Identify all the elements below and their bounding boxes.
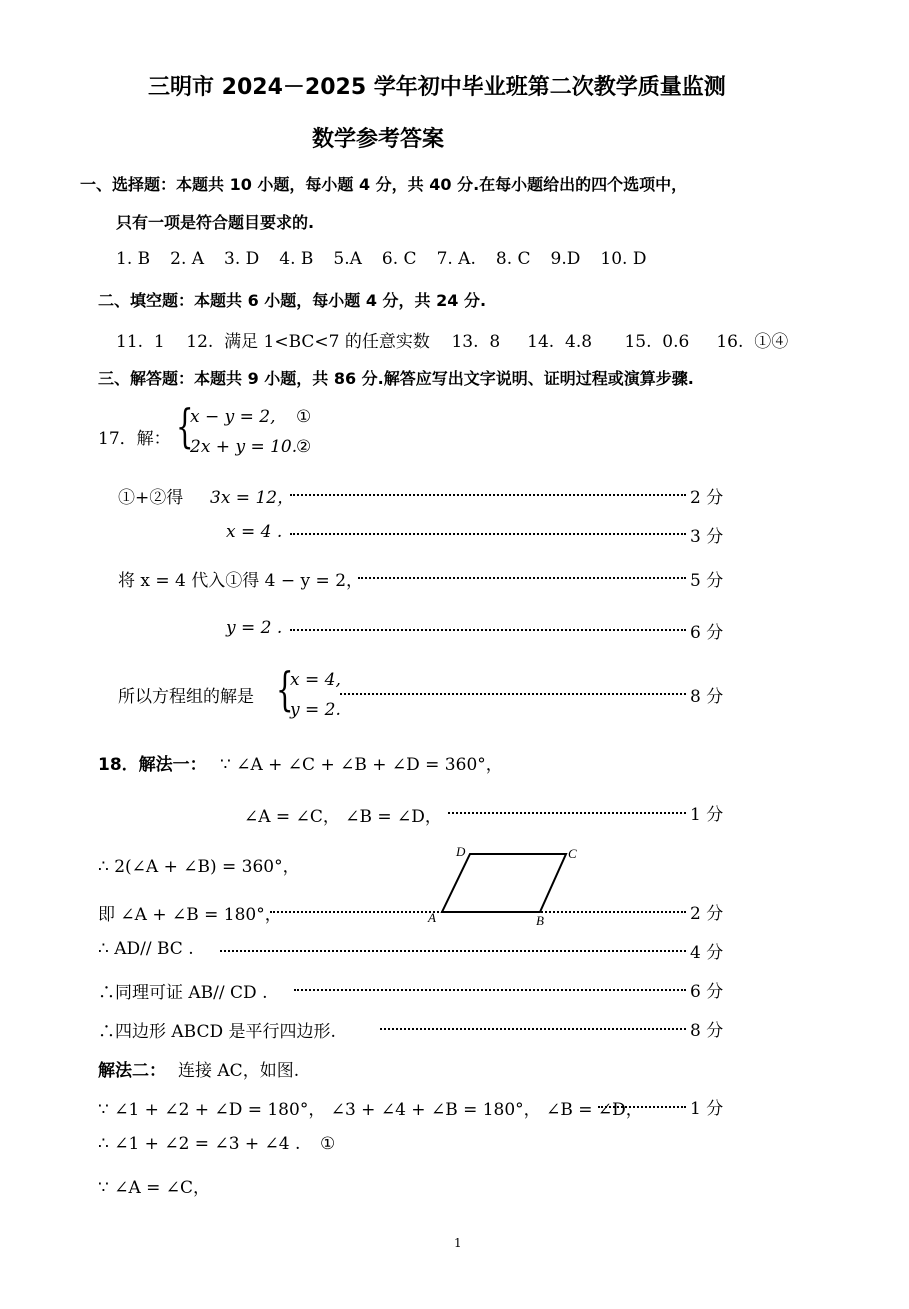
q17-equation-1-mark: ① [296,407,312,427]
dot-leader [380,1028,686,1030]
q17-step5-prefix: 所以方程组的解是 [118,687,254,707]
q17-solution-x: x = 4, [290,670,341,690]
vertex-label-c: C [568,846,577,861]
dot-leader [290,629,686,631]
section3-heading: 三、解答题：本题共 9 小题，共 86 分.解答应写出文字说明、证明过程或演算步骤. [98,369,694,388]
page-title: 三明市 2024－2025 学年初中毕业班第二次教学质量监测 [148,75,726,100]
q17-step2: x = 4 . [226,522,283,542]
section1-heading-cont: 只有一项是符合题目要求的. [116,213,315,232]
score: 3 分 [690,527,724,547]
q18-method2-text: 连接 AC，如图. [178,1061,300,1081]
q17-label: 17．解： [98,429,171,449]
dot-leader [448,812,686,814]
answer-item: 2. A [170,249,205,269]
q17-step1: 3x = 12， [210,488,295,508]
score: 8 分 [690,687,724,707]
score: 8 分 [690,1021,724,1041]
dot-leader [340,693,686,695]
vertex-label-d: D [456,844,466,859]
vertex-label-a: A [428,910,436,925]
score: 4 分 [690,943,724,963]
answer-item: 1. B [116,249,151,269]
q18-line6: ∴同理可证 AB// CD . [98,983,268,1003]
score: 6 分 [690,982,724,1002]
q18-line10: ∵ ∠A = ∠C， [98,1178,211,1198]
dot-leader [358,577,686,579]
q18-line7: ∴四边形 ABCD 是平行四边形. [98,1022,336,1042]
q17-equation-1: x − y = 2, [190,407,276,427]
score: 6 分 [690,623,724,643]
page-subtitle: 数学参考答案 [312,127,445,152]
q17-step3: 将 x = 4 代入①得 4 − y = 2， [118,571,364,591]
score: 1 分 [690,1099,724,1119]
q18-line1: ∵ ∠A + ∠C + ∠B + ∠D = 360°， [220,755,503,775]
q17-equation-2: 2x + y = 10. [190,437,298,457]
q18-line2: ∠A = ∠C， ∠B = ∠D， [244,807,442,827]
q18-line4: 即 ∠A + ∠B = 180°， [98,905,282,925]
q17-solution-y: y = 2. [290,700,341,720]
answer-item: 5.A [333,249,362,269]
parallelogram-shape [442,854,566,912]
system-brace: { [176,399,194,453]
dot-leader [290,494,686,496]
section1-answers [116,249,666,269]
q18-label: 18．解法一： [98,755,207,775]
score: 1 分 [690,805,724,825]
answer-item: 10. D [600,249,647,269]
q18-line3: ∴ 2(∠A + ∠B) = 360°， [98,857,300,877]
answer-item: 7. A. [436,249,476,269]
answer-item: 8. C [495,249,531,269]
dot-leader [294,989,686,991]
section2-heading: 二、填空题：本题共 6 小题，每小题 4 分，共 24 分. [98,291,487,310]
q17-step1-prefix: ①+②得 [118,488,184,508]
q18-line9-mark: ① [320,1134,336,1154]
system-brace: { [276,662,294,716]
q18-line8: ∵ ∠1 + ∠2 + ∠D = 180°， ∠3 + ∠4 + ∠B = 180°， ∠B = ∠D， [98,1100,643,1120]
answer-item: 4. B [279,249,314,269]
q18-method2-label: 解法二： [98,1061,166,1081]
section2-answers: 11. 1 12. 满足 1<BC<7 的任意实数 13. 8 14. 4.8 15. 0.6 16. ①④ [116,332,789,352]
q17-equation-2-mark: ② [296,437,312,457]
dot-leader [270,911,686,913]
dot-leader [290,533,686,535]
answer-item: 6. C [381,249,417,269]
dot-leader [598,1106,686,1108]
answer-item: 9.D [550,249,581,269]
score: 2 分 [690,488,724,508]
vertex-label-b: B [536,913,544,928]
score: 2 分 [690,904,724,924]
q17-step4: y = 2 . [226,618,283,638]
q18-line5: ∴ AD// BC . [98,939,194,959]
section1-heading: 一、选择题：本题共 10 小题，每小题 4 分，共 40 分.在每小题给出的四个选项中， [80,175,688,194]
parallelogram-figure [420,840,590,930]
q18-line9: ∴ ∠1 + ∠2 = ∠3 + ∠4 . [98,1134,301,1154]
dot-leader [220,950,686,952]
answer-item: 3. D [224,249,260,269]
score: 5 分 [690,571,724,591]
page-number: 1 [454,1236,462,1250]
